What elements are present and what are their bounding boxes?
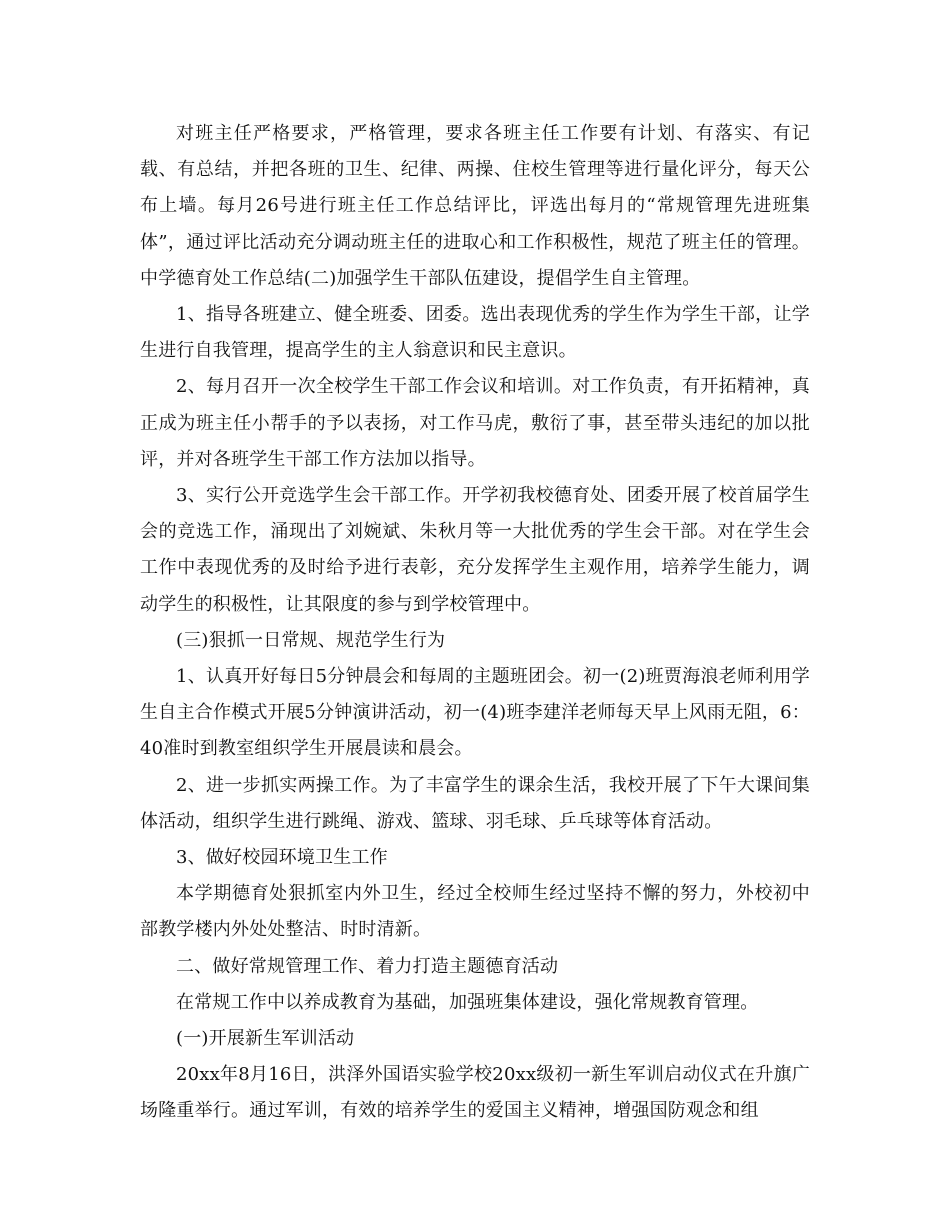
paragraph-military-training: 20xx年8月16日，洪泽外国语实验学校20xx级初一新生军训启动仪式在升旗广场隆重举行。通过军训，有效的培养学生的爱国主义精神，增强国防观念和组 bbox=[140, 1064, 810, 1122]
heading-daily-routine: (三)狠抓一日常规、规范学生行为 bbox=[176, 629, 446, 651]
heading-military-training: (一)开展新生军训活动 bbox=[176, 1028, 355, 1050]
paragraph-hygiene: 本学期德育处狠抓室内外卫生，经过全校师生经过坚持不懈的努力，外校初中部教学楼内外处处整洁、时时清新。 bbox=[140, 883, 810, 941]
paragraph-class-teacher-management: 对班主任严格要求，严格管理，要求各班主任工作要有计划、有落实、有记载、有总结，并把各班的卫生、纪律、两操、住校生管理等进行量化评分，每天公布上墙。每月26号进行班主任工作总结评比，评选出每月的“常规管理先进班集体”，通过评比活动充分调动班主任的进取心和工作积极性，规范了班主任的管理。中学德育处工作总结(二)加强学生干部队伍建设，提倡学生自主管理。 bbox=[140, 123, 810, 289]
paragraph-exercises: 2、进一步抓实两操工作。为了丰富学生的课余生活，我校开展了下午大课间集体活动，组织学生进行跳绳、游戏、篮球、羽毛球、乒乓球等体育活动。 bbox=[140, 774, 810, 832]
paragraph-student-union-election: 3、实行公开竞选学生会干部工作。开学初我校德育处、团委开展了校首届学生会的竞选工作，涌现出了刘婉斌、朱秋月等一大批优秀的学生会干部。对在学生会工作中表现优秀的及时给予进行表彰，充分发挥学生主观作用，培养学生能力，调动学生的积极性，让其限度的参与到学校管理中。 bbox=[140, 485, 810, 615]
heading-routine-management: 二、做好常规管理工作、着力打造主题德育活动 bbox=[176, 955, 559, 977]
heading-campus-hygiene: 3、做好校园环境卫生工作 bbox=[176, 847, 388, 869]
paragraph-morning-meeting: 1、认真开好每日5分钟晨会和每周的主题班团会。初一(2)班贾海浪老师利用学生自主合作模式开展5分钟演讲活动，初一(4)班李建洋老师每天早上风雨无阻，6：40准时到教室组织学生开展晨读和晨会。 bbox=[140, 666, 810, 760]
paragraph-routine-work: 在常规工作中以养成教育为基础，加强班集体建设，强化常规教育管理。 bbox=[176, 991, 759, 1013]
paragraph-class-committee: 1、指导各班建立、健全班委、团委。选出表现优秀的学生作为学生干部，让学生进行自我管理，提高学生的主人翁意识和民主意识。 bbox=[140, 304, 810, 362]
paragraph-cadre-meeting: 2、每月召开一次全校学生干部工作会议和培训。对工作负责，有开拓精神，真正成为班主任小帮手的予以表扬，对工作马虎，敷衍了事，甚至带头违纪的加以批评，并对各班学生干部工作方法加以指导。 bbox=[140, 376, 810, 470]
document-body bbox=[140, 116, 810, 1130]
